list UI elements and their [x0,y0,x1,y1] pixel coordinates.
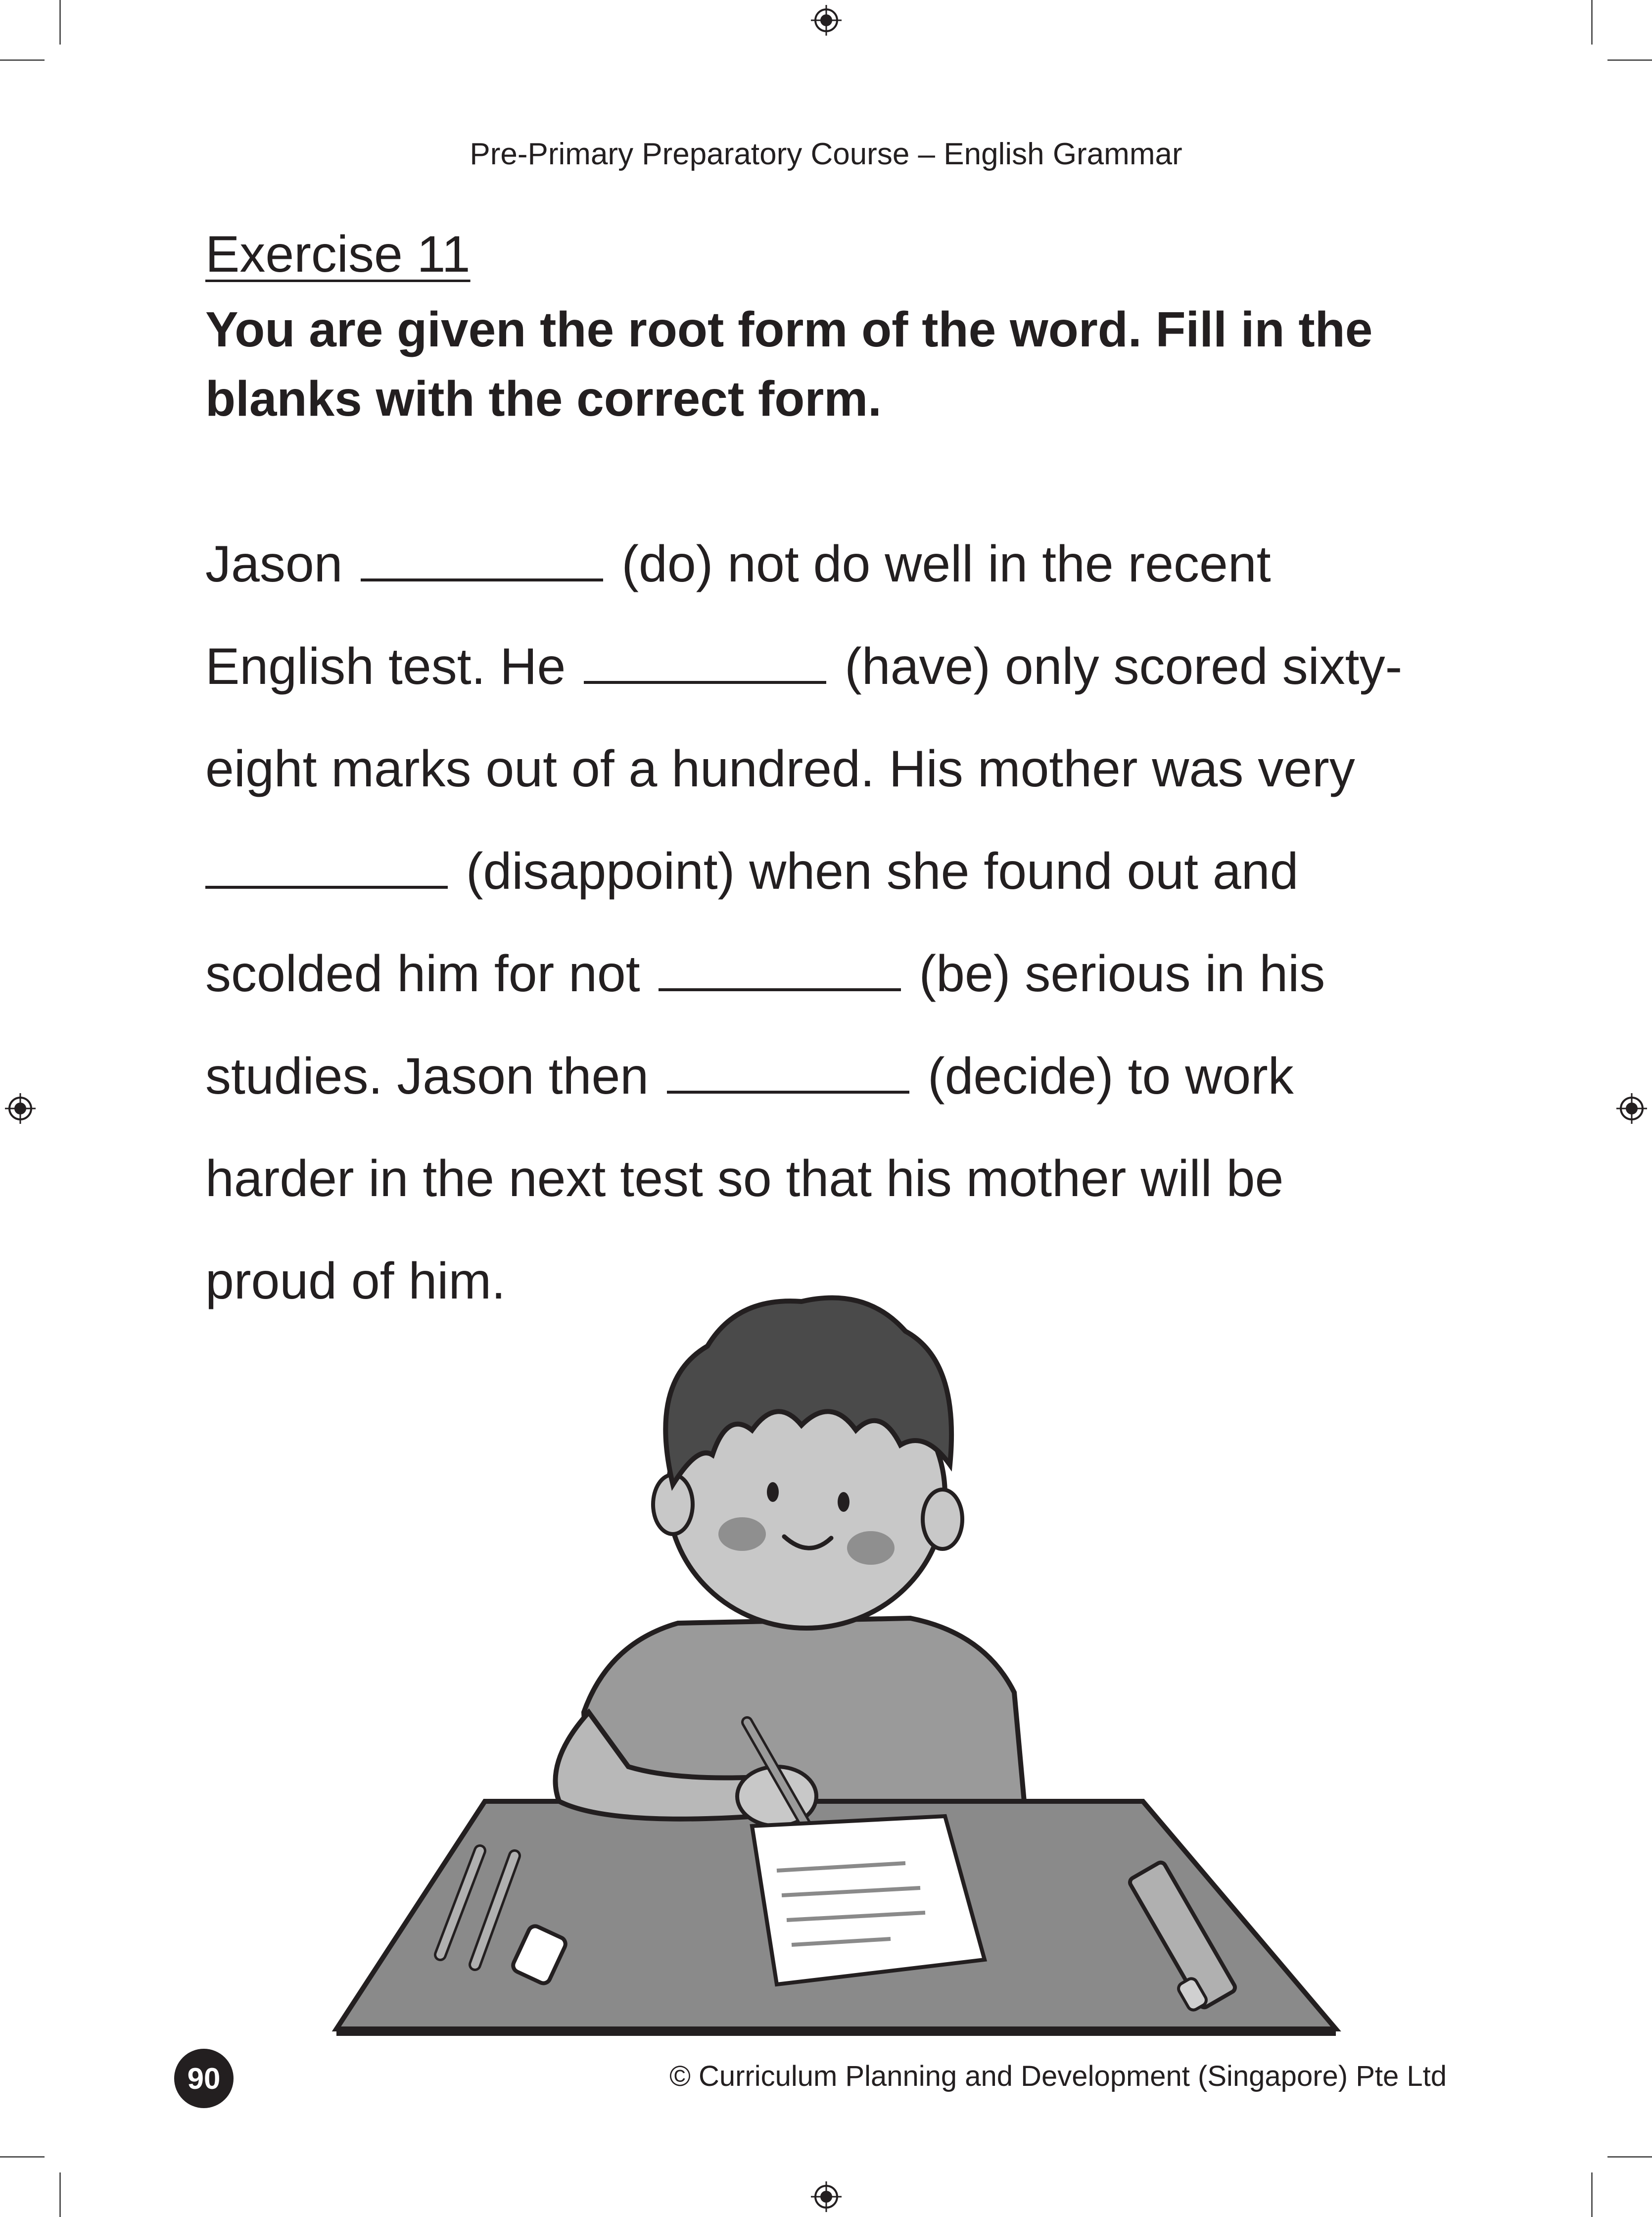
passage-line [205,1042,1516,1144]
crop-mark [59,2172,61,2217]
passage-text: (decide) to work [927,1048,1294,1105]
passage-line [205,939,1516,1042]
page-number: 90 [174,2049,234,2108]
passage-line [205,1144,1516,1247]
running-header: Pre-Primary Preparatory Course – English Grammar [470,137,1182,171]
passage-text: eight marks out of a hundred. His mother was very [205,740,1355,798]
crop-mark [0,2156,45,2158]
passage-text: harder in the next test so that his mother will be [205,1150,1284,1207]
crop-mark [0,59,45,61]
registration-mark-icon [811,5,842,36]
crop-mark [1591,0,1593,45]
passage-text: (be) serious in his [919,945,1325,1003]
passage-text: Jason [205,535,343,593]
crop-mark [1607,59,1652,61]
passage-text: proud of him. [205,1253,506,1310]
registration-mark-icon [811,2181,842,2212]
passage-text: studies. Jason then [205,1048,649,1105]
answer-blank[interactable] [205,846,448,889]
answer-blank[interactable] [667,1051,909,1094]
registration-mark-icon [5,1093,36,1124]
registration-mark-icon [1616,1093,1647,1124]
passage-line [205,837,1516,939]
answer-blank[interactable] [659,949,901,991]
answer-blank[interactable] [584,641,826,684]
passage-text: scolded him for not [205,945,640,1003]
copyright-notice: © Curriculum Planning and Development (Singapore) Pte Ltd [669,2060,1447,2092]
answer-blank[interactable] [361,539,603,581]
exercise-title: Exercise 11 [205,226,471,283]
passage-text: (disappoint) when she found out and [466,843,1299,900]
passage-line [205,530,1516,632]
exercise-instructions: You are given the root form of the word. Fill in the blanks with the correct form. [205,302,1373,427]
crop-mark [1591,2172,1593,2217]
passage-line [205,632,1516,734]
passage-line [205,734,1516,837]
passage-text: (have) only scored sixty- [845,638,1403,695]
fill-in-passage [205,530,1516,1349]
crop-mark [59,0,61,45]
passage-text: (do) not do well in the recent [621,535,1271,593]
boy-writing-illustration [331,1267,1351,2039]
passage-text: English test. He [205,638,566,695]
crop-mark [1607,2156,1652,2158]
